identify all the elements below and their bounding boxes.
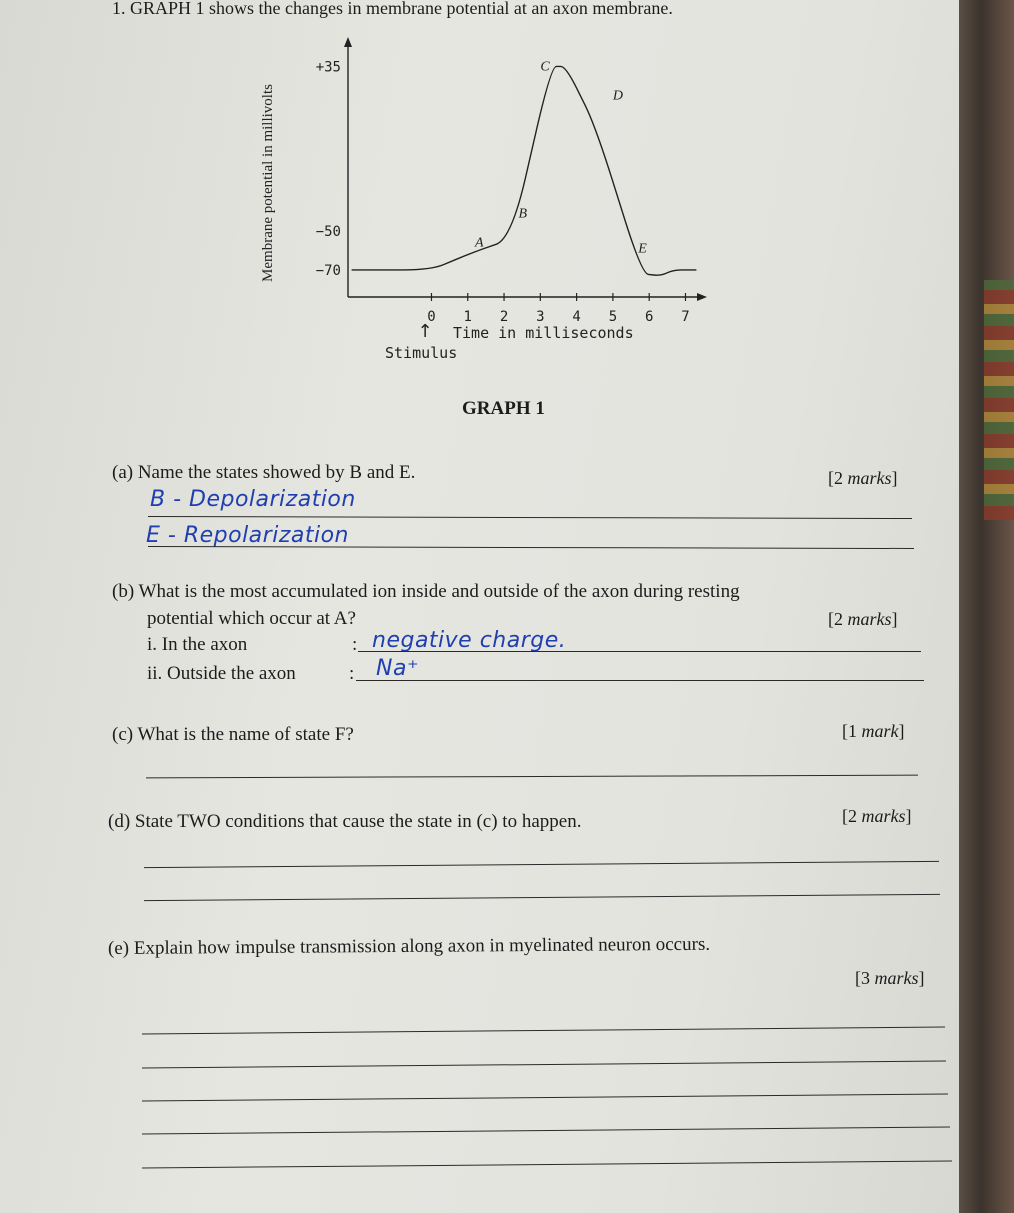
x-tick-label: 3 bbox=[536, 309, 545, 325]
question-c-marks: [1 mark] bbox=[842, 721, 905, 741]
answer-b-ii: Na⁺ bbox=[376, 656, 420, 681]
x-tick-label: 1 bbox=[463, 309, 472, 325]
chart-svg bbox=[245, 35, 715, 375]
answer-line bbox=[142, 1060, 946, 1068]
question-b-ii-label: ii. Outside the axon bbox=[147, 663, 296, 684]
answer-line bbox=[142, 1160, 952, 1168]
answer-line bbox=[142, 1093, 948, 1101]
question-d: (d) State TWO conditions that cause the state in (c) to happen. bbox=[108, 811, 582, 832]
y-tick-label: +35 bbox=[315, 59, 341, 76]
intro-text: 1. GRAPH 1 shows the changes in membrane potential at an axon membrane. bbox=[112, 0, 673, 18]
answer-line bbox=[142, 1126, 950, 1134]
stimulus-label: Stimulus bbox=[385, 344, 458, 362]
y-axis-arrow bbox=[344, 37, 352, 47]
question-d-marks: [2 marks] bbox=[842, 806, 912, 826]
answer-line bbox=[144, 894, 940, 901]
x-tick-label: 7 bbox=[681, 309, 690, 325]
answer-line bbox=[146, 775, 918, 779]
question-e: (e) Explain how impulse transmission along axon in myelinated neuron occurs. bbox=[107, 933, 711, 959]
curve-point-label-d: D bbox=[612, 88, 624, 104]
answer-a-line1: B - Depolarization bbox=[150, 487, 356, 512]
question-e-marks: [3 marks] bbox=[855, 968, 925, 988]
background-fabric bbox=[984, 280, 1014, 520]
curve-point-label-e: E bbox=[638, 241, 647, 257]
y-tick-label: −50 bbox=[315, 224, 341, 241]
x-axis-label: Time in milliseconds bbox=[453, 324, 634, 342]
curve-point-label-a: A bbox=[475, 235, 484, 251]
question-a: (a) Name the states showed by B and E. bbox=[112, 462, 416, 483]
graph-title: GRAPH 1 bbox=[462, 398, 545, 419]
background-edge bbox=[959, 0, 1014, 1213]
question-c: (c) What is the name of state F? bbox=[112, 724, 354, 745]
curve-point-label-b: B bbox=[518, 206, 528, 222]
y-tick-label: −70 bbox=[315, 262, 341, 279]
stimulus-arrow: ↑ bbox=[417, 321, 433, 342]
question-b-marks: [2 marks] bbox=[828, 609, 898, 629]
x-tick-label: 5 bbox=[608, 309, 618, 325]
x-tick-label: 2 bbox=[499, 309, 509, 325]
question-b-i-colon: : bbox=[352, 634, 358, 655]
y-axis-label: Membrane potential in millivolts bbox=[260, 84, 276, 282]
question-a-marks: [2 marks] bbox=[828, 468, 898, 488]
answer-line bbox=[356, 680, 924, 681]
answer-b-i: negative charge. bbox=[372, 628, 567, 653]
answer-a-line2: E - Repolarization bbox=[146, 523, 349, 548]
answer-line bbox=[148, 516, 912, 519]
question-b-i-label: i. In the axon bbox=[147, 634, 248, 655]
membrane-potential-graph bbox=[245, 35, 715, 375]
answer-line bbox=[144, 861, 939, 868]
answer-line bbox=[358, 651, 921, 652]
question-b-line1: (b) What is the most accumulated ion inside and outside of the axon during resting bbox=[112, 581, 740, 602]
question-b-ii-colon: : bbox=[349, 663, 355, 684]
x-tick-label: 0 bbox=[427, 309, 436, 325]
x-axis-arrow bbox=[697, 293, 707, 301]
curve-point-label-c: C bbox=[540, 59, 550, 75]
answer-line bbox=[142, 1026, 945, 1034]
question-b-line2: potential which occur at A? bbox=[147, 608, 356, 629]
x-tick-label: 4 bbox=[572, 309, 581, 325]
x-tick-label: 6 bbox=[644, 309, 654, 325]
